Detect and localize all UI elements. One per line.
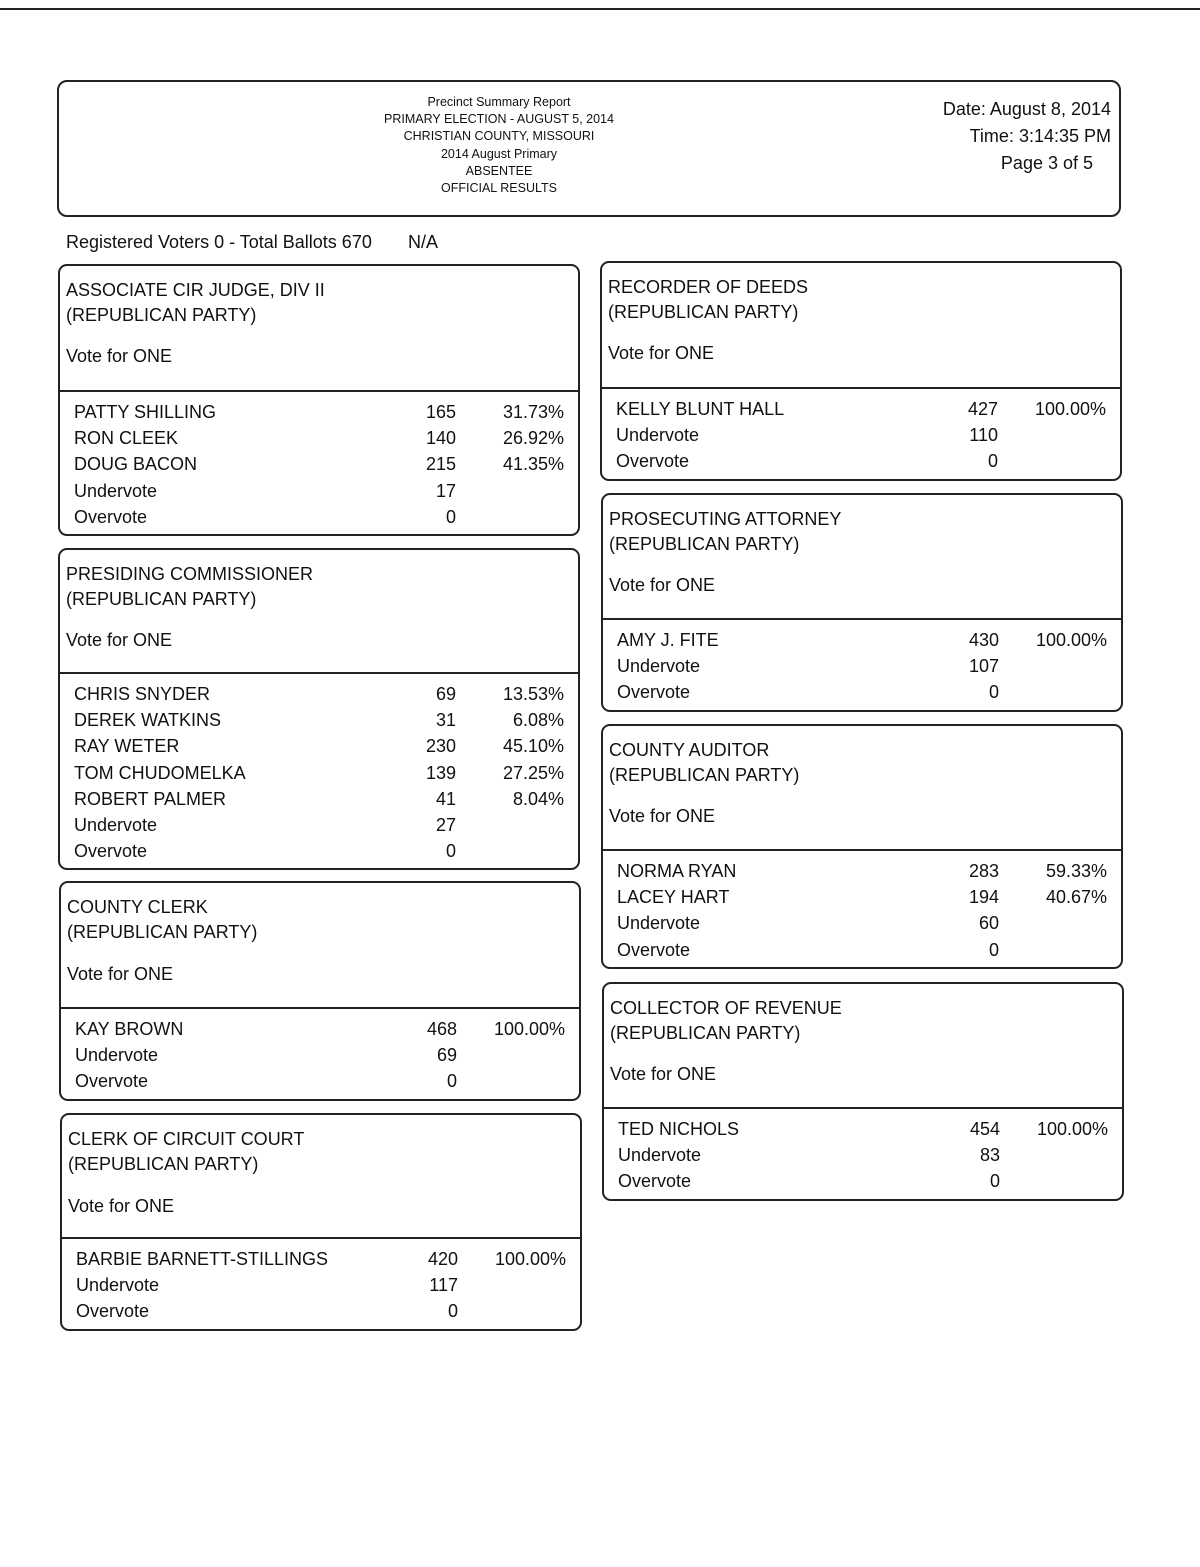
race-office: ASSOCIATE CIR JUDGE, DIV II bbox=[66, 280, 325, 300]
vote-count: 60 bbox=[978, 913, 999, 934]
race-header bbox=[604, 984, 1122, 1109]
candidate-row bbox=[604, 1142, 1122, 1168]
vote-count: 230 bbox=[425, 736, 456, 757]
vote-count: 468 bbox=[426, 1019, 457, 1039]
race-party: (REPUBLICAN PARTY) bbox=[609, 765, 800, 785]
candidate-row bbox=[60, 399, 578, 425]
candidate-name: CHRIS SNYDER bbox=[74, 684, 211, 704]
candidate-name: BARBIE BARNETT-STILLINGS bbox=[76, 1249, 329, 1269]
candidate-name: AMY J. FITE bbox=[617, 630, 719, 650]
vote-count: 0 bbox=[989, 1171, 1000, 1192]
candidate-list bbox=[604, 1109, 1122, 1195]
race-party: (REPUBLICAN PARTY) bbox=[608, 302, 799, 322]
candidate-list bbox=[60, 392, 578, 530]
candidate-name: LACEY HART bbox=[617, 887, 730, 908]
candidate-name: DOUG BACON bbox=[74, 454, 198, 475]
race-header bbox=[602, 263, 1120, 389]
vote-count: 140 bbox=[425, 428, 456, 449]
candidate-row bbox=[602, 422, 1120, 448]
vote-percent: 100.00% bbox=[1036, 1119, 1108, 1139]
vote-count: 194 bbox=[968, 887, 999, 908]
race-office: COUNTY CLERK bbox=[67, 897, 208, 917]
vote-percent: 27.25% bbox=[502, 762, 564, 783]
race-office: CLERK OF CIRCUIT COURT bbox=[68, 1129, 305, 1149]
vote-count: 27 bbox=[435, 814, 456, 835]
candidate-name: Undervote bbox=[616, 425, 700, 446]
vote-percent: 100.00% bbox=[1035, 630, 1107, 650]
race-box bbox=[58, 548, 580, 870]
candidate-row bbox=[60, 812, 578, 838]
candidate-name: KAY BROWN bbox=[75, 1019, 184, 1039]
candidate-name: Undervote bbox=[74, 480, 158, 501]
vote-count: 427 bbox=[967, 399, 998, 419]
race-box bbox=[60, 1113, 582, 1331]
vote-for-instruction: Vote for ONE bbox=[609, 806, 716, 826]
vote-count: 0 bbox=[445, 841, 456, 862]
candidate-row bbox=[60, 451, 578, 477]
race-party: (REPUBLICAN PARTY) bbox=[67, 922, 258, 942]
vote-count: 0 bbox=[988, 939, 999, 960]
candidate-list bbox=[603, 851, 1121, 963]
vote-count: 0 bbox=[447, 1301, 458, 1322]
race-office: COUNTY AUDITOR bbox=[609, 740, 770, 760]
vote-for-instruction: Vote for ONE bbox=[66, 346, 173, 366]
candidate-row bbox=[60, 425, 578, 451]
vote-percent: 26.92% bbox=[502, 428, 564, 449]
race-party: (REPUBLICAN PARTY) bbox=[609, 534, 800, 554]
race-party: (REPUBLICAN PARTY) bbox=[68, 1154, 259, 1174]
candidate-name: Overvote bbox=[74, 841, 148, 862]
candidate-row bbox=[62, 1298, 580, 1324]
vote-percent: 6.08% bbox=[512, 710, 564, 731]
candidate-row bbox=[60, 786, 578, 812]
candidate-row bbox=[60, 707, 578, 733]
candidate-row bbox=[60, 681, 578, 707]
candidate-name: RAY WETER bbox=[74, 736, 180, 757]
candidate-row bbox=[62, 1272, 580, 1298]
vote-for-instruction: Vote for ONE bbox=[608, 343, 715, 363]
vote-count: 0 bbox=[446, 1071, 457, 1092]
election-label: 2014 August Primary bbox=[440, 146, 558, 161]
race-box bbox=[59, 881, 581, 1101]
race-title bbox=[610, 996, 842, 1046]
candidate-row bbox=[602, 396, 1120, 422]
race-title bbox=[66, 562, 313, 612]
candidate-list bbox=[62, 1239, 580, 1325]
registered-voters-text: Registered Voters 0 - Total Ballots 670 bbox=[66, 232, 372, 252]
race-box bbox=[601, 724, 1123, 969]
candidate-row bbox=[60, 478, 578, 504]
candidate-row bbox=[603, 627, 1121, 653]
candidate-row bbox=[62, 1246, 580, 1272]
vote-count: 139 bbox=[425, 762, 456, 783]
election-name: PRIMARY ELECTION - AUGUST 5, 2014 bbox=[384, 112, 614, 127]
vote-percent: 100.00% bbox=[1034, 399, 1106, 419]
race-party: (REPUBLICAN PARTY) bbox=[66, 305, 257, 325]
candidate-row bbox=[60, 838, 578, 864]
vote-count: 69 bbox=[436, 1045, 457, 1066]
report-time: Time: 3:14:35 PM bbox=[969, 126, 1111, 146]
candidate-row bbox=[602, 448, 1120, 474]
vote-for-instruction: Vote for ONE bbox=[66, 630, 173, 650]
candidate-name: Overvote bbox=[74, 506, 148, 527]
candidate-name: Overvote bbox=[617, 682, 691, 703]
race-header bbox=[62, 1115, 580, 1239]
candidate-name: PATTY SHILLING bbox=[74, 402, 217, 422]
candidate-row bbox=[60, 760, 578, 786]
vote-percent: 100.00% bbox=[494, 1249, 566, 1269]
registered-voters-line bbox=[66, 232, 439, 253]
race-box bbox=[58, 264, 580, 536]
candidate-list bbox=[603, 620, 1121, 706]
page-number: Page 3 of 5 bbox=[1000, 153, 1093, 173]
race-header bbox=[603, 726, 1121, 851]
candidate-name: Overvote bbox=[75, 1071, 149, 1092]
vote-count: 17 bbox=[435, 480, 456, 501]
candidate-name: KELLY BLUNT HALL bbox=[616, 399, 785, 419]
race-header bbox=[60, 266, 578, 392]
results-status: OFFICIAL RESULTS bbox=[441, 181, 557, 196]
race-office: COLLECTOR OF REVENUE bbox=[610, 998, 842, 1018]
vote-percent: 8.04% bbox=[512, 788, 564, 809]
registered-voters-na: N/A bbox=[408, 232, 439, 252]
candidate-name: Undervote bbox=[75, 1045, 159, 1066]
vote-percent: 13.53% bbox=[502, 684, 564, 704]
candidate-row bbox=[603, 679, 1121, 705]
county-name: CHRISTIAN COUNTY, MISSOURI bbox=[403, 129, 595, 144]
candidate-row bbox=[603, 937, 1121, 963]
report-meta bbox=[943, 96, 1111, 177]
race-title bbox=[66, 278, 325, 328]
vote-count: 0 bbox=[445, 506, 456, 527]
vote-count: 117 bbox=[429, 1275, 458, 1296]
candidate-name: Overvote bbox=[616, 451, 690, 472]
vote-for-instruction: Vote for ONE bbox=[68, 1196, 175, 1216]
vote-for-instruction: Vote for ONE bbox=[610, 1064, 717, 1084]
vote-count: 110 bbox=[969, 425, 998, 446]
candidate-name: NORMA RYAN bbox=[617, 861, 737, 881]
vote-count: 107 bbox=[968, 656, 999, 677]
candidate-row bbox=[604, 1116, 1122, 1142]
vote-count: 420 bbox=[427, 1249, 458, 1269]
vote-count: 0 bbox=[988, 682, 999, 703]
race-title bbox=[68, 1127, 304, 1177]
race-box bbox=[600, 261, 1122, 481]
vote-count: 430 bbox=[968, 630, 999, 650]
candidate-row bbox=[61, 1016, 579, 1042]
candidate-row bbox=[603, 884, 1121, 910]
vote-count: 41 bbox=[435, 788, 456, 809]
race-box bbox=[601, 493, 1123, 712]
vote-count: 283 bbox=[968, 861, 999, 881]
race-party: (REPUBLICAN PARTY) bbox=[66, 589, 257, 609]
candidate-list bbox=[60, 674, 578, 864]
vote-percent: 40.67% bbox=[1045, 887, 1107, 908]
candidate-name: Undervote bbox=[74, 814, 158, 835]
vote-count: 0 bbox=[987, 451, 998, 472]
vote-count: 215 bbox=[425, 454, 456, 475]
race-header bbox=[61, 883, 579, 1009]
race-office: RECORDER OF DEEDS bbox=[608, 277, 809, 297]
race-header bbox=[60, 550, 578, 674]
candidate-row bbox=[604, 1168, 1122, 1194]
candidate-name: Undervote bbox=[76, 1275, 160, 1296]
candidate-name: ROBERT PALMER bbox=[74, 788, 227, 809]
report-date: Date: August 8, 2014 bbox=[942, 99, 1111, 119]
race-box bbox=[602, 982, 1124, 1201]
candidate-name: Overvote bbox=[618, 1171, 692, 1192]
report-title: Precinct Summary Report bbox=[427, 95, 571, 109]
candidate-name: RON CLEEK bbox=[74, 428, 179, 449]
candidate-row bbox=[61, 1042, 579, 1068]
candidate-name: Undervote bbox=[617, 913, 701, 934]
candidate-name: DEREK WATKINS bbox=[74, 710, 222, 731]
candidate-row bbox=[603, 858, 1121, 884]
vote-count: 31 bbox=[435, 710, 456, 731]
vote-percent: 100.00% bbox=[493, 1019, 565, 1039]
race-title bbox=[608, 275, 808, 325]
candidate-row bbox=[603, 910, 1121, 936]
report-header bbox=[57, 80, 1121, 217]
vote-count: 454 bbox=[969, 1119, 1000, 1139]
vote-percent: 41.35% bbox=[502, 454, 564, 475]
vote-percent: 45.10% bbox=[502, 736, 564, 757]
vote-count: 83 bbox=[979, 1145, 1000, 1166]
candidate-name: Undervote bbox=[618, 1145, 702, 1166]
candidate-name: TOM CHUDOMELKA bbox=[74, 762, 246, 783]
report-title-block bbox=[359, 94, 639, 197]
candidate-name: TED NICHOLS bbox=[618, 1119, 740, 1139]
vote-count: 69 bbox=[435, 684, 456, 704]
candidate-row bbox=[61, 1068, 579, 1094]
race-office: PRESIDING COMMISSIONER bbox=[66, 564, 314, 584]
race-title bbox=[67, 895, 257, 945]
vote-percent: 31.73% bbox=[502, 402, 564, 422]
candidate-name: Undervote bbox=[617, 656, 701, 677]
vote-count: 165 bbox=[425, 402, 456, 422]
race-party: (REPUBLICAN PARTY) bbox=[610, 1023, 801, 1043]
candidate-row bbox=[603, 653, 1121, 679]
candidate-name: Overvote bbox=[617, 939, 691, 960]
candidate-name: Overvote bbox=[76, 1301, 150, 1322]
race-header bbox=[603, 495, 1121, 620]
top-rule bbox=[0, 8, 1200, 10]
candidate-list bbox=[602, 389, 1120, 475]
race-office: PROSECUTING ATTORNEY bbox=[609, 509, 842, 529]
vote-percent: 59.33% bbox=[1045, 861, 1107, 881]
ballot-type: ABSENTEE bbox=[465, 163, 533, 178]
candidate-row bbox=[60, 733, 578, 759]
candidate-row bbox=[60, 504, 578, 530]
vote-for-instruction: Vote for ONE bbox=[67, 964, 174, 984]
candidate-list bbox=[61, 1009, 579, 1095]
vote-for-instruction: Vote for ONE bbox=[609, 575, 716, 595]
race-title bbox=[609, 738, 799, 788]
race-title bbox=[609, 507, 841, 557]
